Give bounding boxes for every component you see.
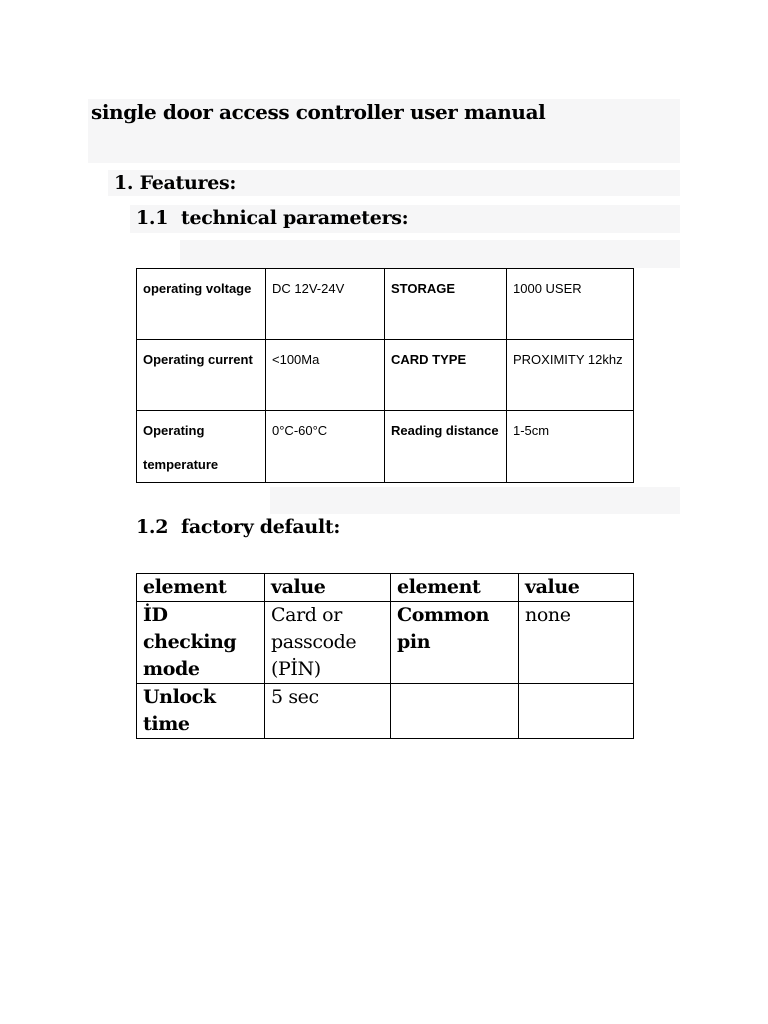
table-cell: 0°C-60°C — [266, 411, 385, 483]
subsection-factory-default-heading — [136, 516, 340, 538]
subsection-technical-parameters-heading — [136, 207, 408, 229]
table-cell: DC 12V-24V — [266, 269, 385, 340]
table-header-cell: element — [137, 574, 265, 602]
subsection-number: 1.1 — [136, 207, 169, 229]
table-cell: İD checking mode — [137, 602, 265, 684]
table-header-cell: value — [519, 574, 634, 602]
section-number: 1. — [114, 172, 134, 194]
table-row — [137, 602, 634, 684]
table-cell: Unlock time — [137, 684, 265, 739]
table-cell: 5 sec — [265, 684, 391, 739]
table-cell: PROXIMITY 12khz — [507, 340, 634, 411]
table-row — [137, 269, 634, 340]
table-cell: <100Ma — [266, 340, 385, 411]
table-row — [137, 684, 634, 739]
table-cell — [519, 684, 634, 739]
factory-default-table — [136, 573, 634, 739]
subsection-label: technical parameters: — [181, 207, 409, 229]
table-cell: Operating temperature — [137, 411, 266, 483]
table-cell: 1-5cm — [507, 411, 634, 483]
table-row — [137, 340, 634, 411]
technical-parameters-table — [136, 268, 634, 483]
table-header-cell: element — [391, 574, 519, 602]
table-cell: STORAGE — [385, 269, 507, 340]
table-header-row — [137, 574, 634, 602]
table-cell: Card or passcode (PİN) — [265, 602, 391, 684]
table-cell: operating voltage — [137, 269, 266, 340]
subsection-number: 1.2 — [136, 516, 169, 538]
table-cell: CARD TYPE — [385, 340, 507, 411]
table-cell — [391, 684, 519, 739]
params-spacer-band — [180, 240, 680, 268]
table-after-band — [270, 487, 680, 514]
table-cell: Operating current — [137, 340, 266, 411]
table-header-cell: value — [265, 574, 391, 602]
table-cell: Common pin — [391, 602, 519, 684]
section-features-heading — [114, 172, 236, 194]
subsection-label: factory default: — [181, 516, 341, 538]
section-label: Features: — [139, 172, 237, 194]
table-row — [137, 411, 634, 483]
table-cell: 1000 USER — [507, 269, 634, 340]
table-cell: none — [519, 602, 634, 684]
document-title: single door access controller user manual — [91, 100, 546, 124]
table-cell: Reading distance — [385, 411, 507, 483]
